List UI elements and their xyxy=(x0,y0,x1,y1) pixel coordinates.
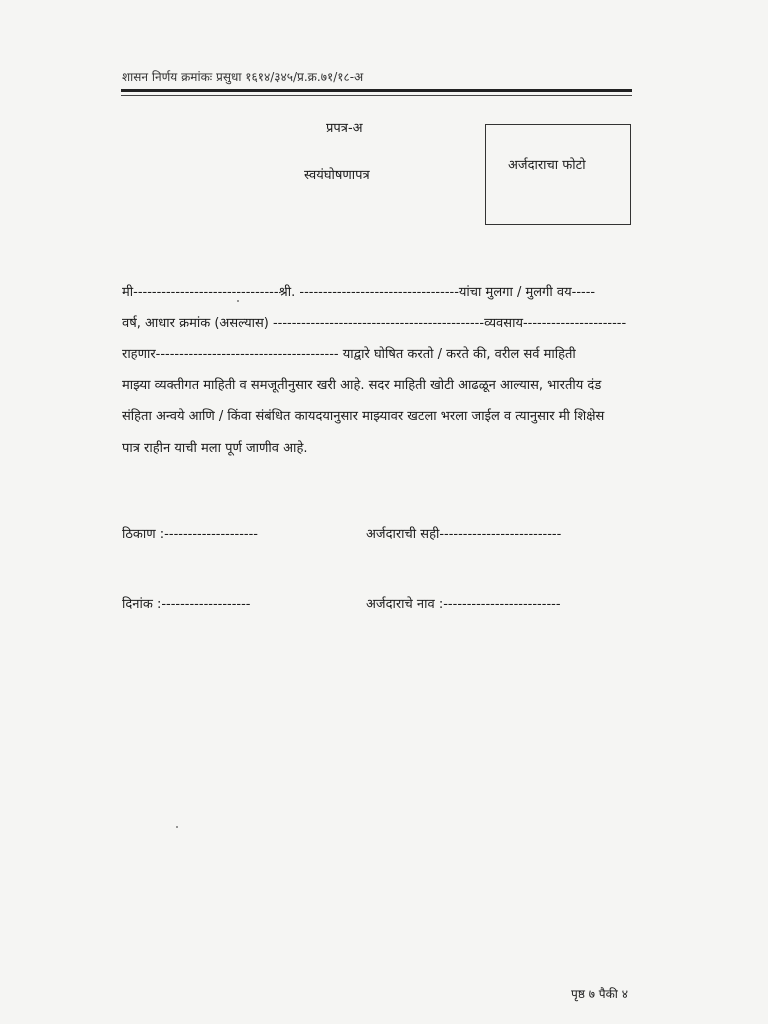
date-field: दिनांक :------------------- xyxy=(122,597,251,612)
place-field: ठिकाण :-------------------- xyxy=(122,527,259,542)
declaration-line-2: वर्ष, आधार क्रमांक (असल्यास) ---------------------------------------------व्यवसाय---------------------- xyxy=(122,316,627,331)
applicant-signature-field: अर्जदाराची सही-------------------------- xyxy=(366,527,562,542)
government-resolution-reference: शासन निर्णय क्रमांकः प्रसुधा १६१४/३४५/प्र.क्र.७१/१८-अ xyxy=(122,70,364,84)
declaration-line-5: संहिता अन्वये आणि / किंवा संबंधित कायदयानुसार माझ्यावर खटला भरला जाईल व त्यानुसार मी शिक्षेस xyxy=(122,409,605,424)
declaration-line-3: राहणार--------------------------------------- याद्वारे घोषित करतो / करते की, वरील सर्व माहिती xyxy=(122,347,576,362)
declaration-line-4: माझ्या व्यक्तीगत माहिती व समजूतीनुसार खरी आहे. सदर माहिती खोटी आढळून आल्यास, भारतीय दंड xyxy=(122,378,602,393)
page-number: पृष्ठ ७ पैकी ४ xyxy=(571,987,628,1001)
header-rule-thick xyxy=(121,89,632,92)
declaration-line-6: पात्र राहीन याची मला पूर्ण जाणीव आहे. xyxy=(122,441,308,456)
form-subtitle: स्वयंघोषणापत्र xyxy=(304,168,370,183)
applicant-photo-box xyxy=(485,124,631,225)
applicant-photo-label: अर्जदाराचा फोटो xyxy=(508,158,586,173)
scan-speck xyxy=(237,300,239,302)
header-rule-thin xyxy=(121,95,632,96)
applicant-name-field: अर्जदाराचे नाव :------------------------- xyxy=(366,597,561,612)
scan-speck xyxy=(176,826,178,828)
form-title: प्रपत्र-अ xyxy=(326,121,363,136)
declaration-line-1: मी-------------------------------श्री. ----------------------------------यांचा मुलगा / मुलगी वय----- xyxy=(122,285,596,300)
